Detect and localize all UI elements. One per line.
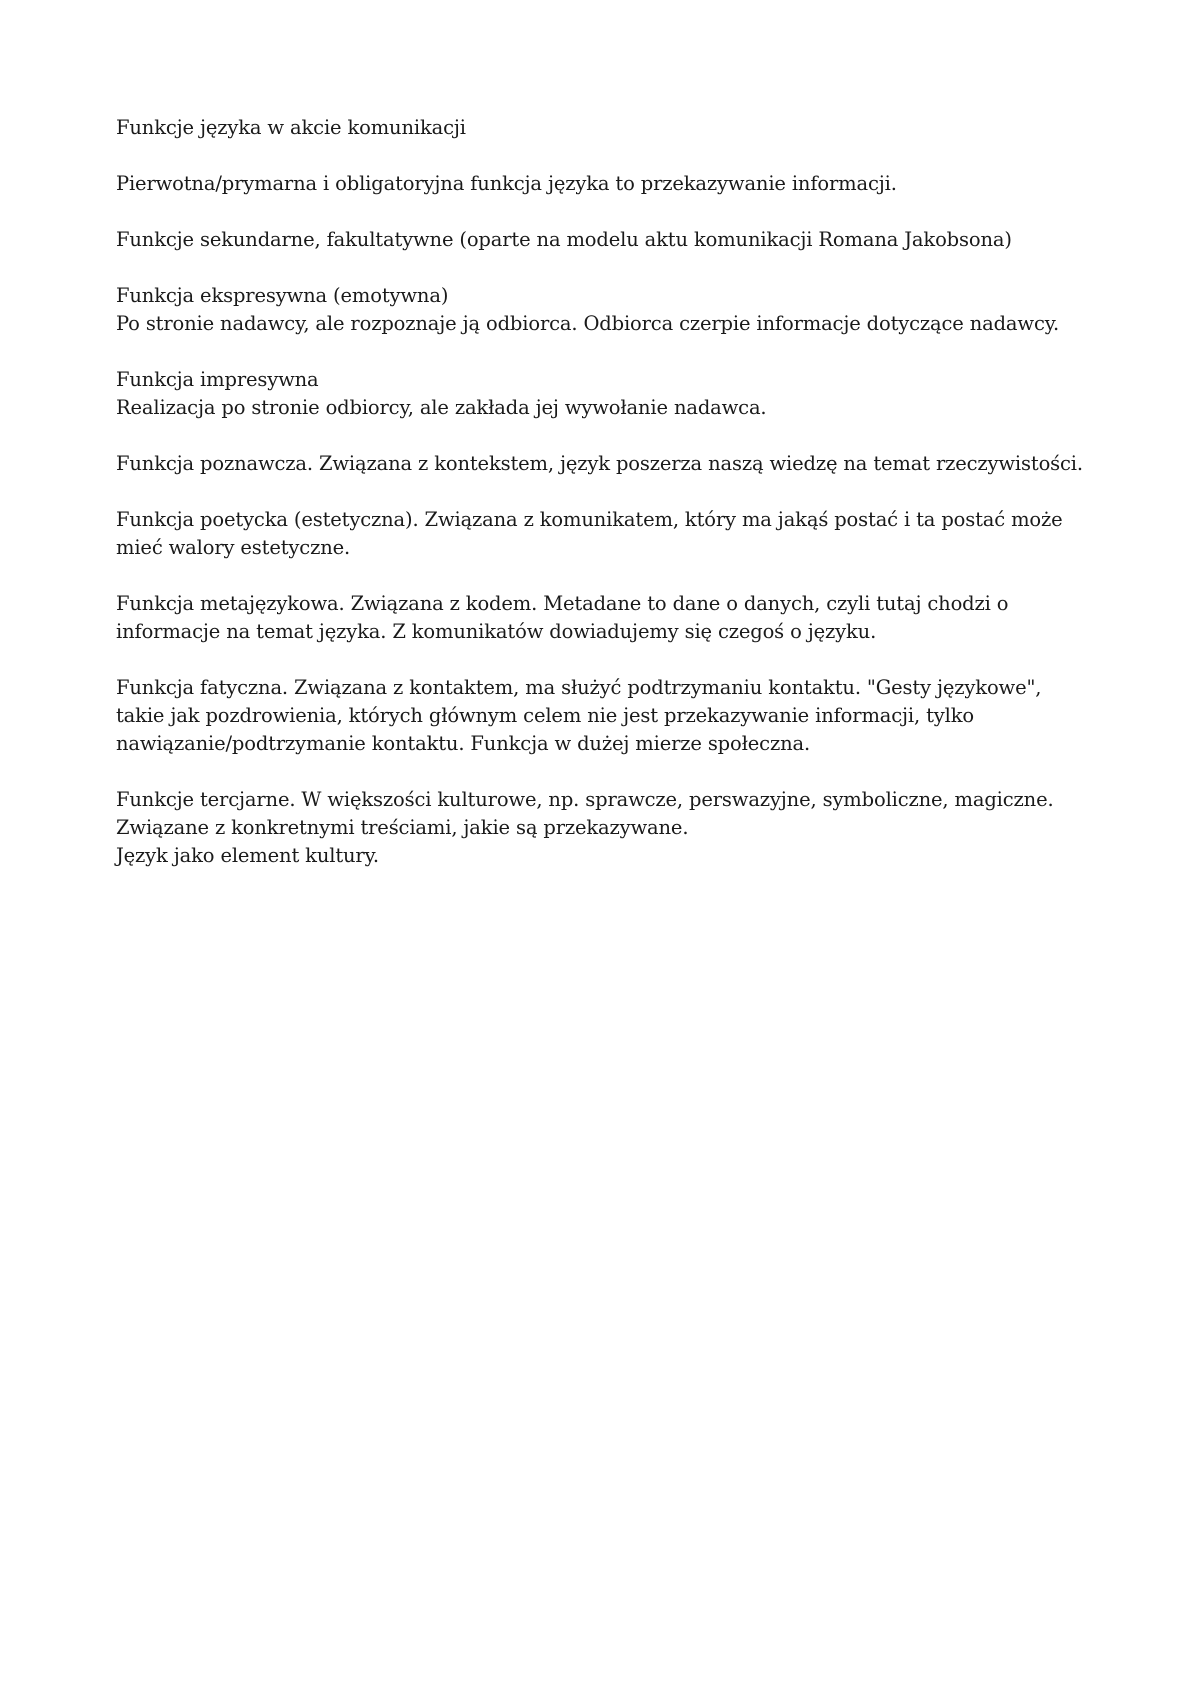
paragraph-line: Funkcje tercjarne. W większości kulturowe, np. sprawcze, perswazyjne, symboliczne, magiczne.: [116, 788, 1054, 811]
document-body: [116, 114, 1116, 898]
paragraph-line: Pierwotna/prymarna i obligatoryjna funkcja języka to przekazywanie informacji.: [116, 172, 897, 195]
title-line: Funkcje języka w akcie komunikacji: [116, 116, 466, 139]
document-title: [116, 114, 1116, 142]
paragraph-metalinguistic-function: [116, 590, 1116, 646]
paragraph-line: Związane z konkretnymi treściami, jakie są przekazywane.: [116, 816, 689, 839]
paragraph-line: informacje na temat języka. Z komunikatów dowiadujemy się czegoś o języku.: [116, 620, 877, 643]
paragraph-impressive-function: [116, 366, 1116, 422]
paragraph-line: Język jako element kultury.: [116, 844, 379, 867]
paragraph-heading: Funkcja impresywna: [116, 368, 319, 391]
paragraph-phatic-function: [116, 674, 1116, 758]
paragraph-secondary-functions: [116, 226, 1116, 254]
paragraph-line: mieć walory estetyczne.: [116, 536, 351, 559]
paragraph-line: Funkcja poznawcza. Związana z kontekstem, język poszerza naszą wiedzę na temat rzeczywistości.: [116, 452, 1083, 475]
paragraph-line: Funkcja metajęzykowa. Związana z kodem. Metadane to dane o danych, czyli tutaj chodzi o: [116, 592, 1009, 615]
paragraph-line: Funkcje sekundarne, fakultatywne (oparte na modelu aktu komunikacji Romana Jakobsona): [116, 228, 1012, 251]
paragraph-line: Po stronie nadawcy, ale rozpoznaje ją odbiorca. Odbiorca czerpie informacje dotyczące nadawcy.: [116, 312, 1060, 335]
paragraph-cognitive-function: [116, 450, 1116, 478]
paragraph-tertiary-functions: [116, 786, 1116, 870]
paragraph-poetic-function: [116, 506, 1116, 562]
paragraph-expressive-function: [116, 282, 1116, 338]
paragraph-heading: Funkcja ekspresywna (emotywna): [116, 284, 449, 307]
paragraph-line: Realizacja po stronie odbiorcy, ale zakłada jej wywołanie nadawca.: [116, 396, 767, 419]
paragraph-line: nawiązanie/podtrzymanie kontaktu. Funkcja w dużej mierze społeczna.: [116, 732, 810, 755]
paragraph-primary-function: [116, 170, 1116, 198]
paragraph-line: Funkcja poetycka (estetyczna). Związana z komunikatem, który ma jakąś postać i ta postać może: [116, 508, 1063, 531]
paragraph-line: takie jak pozdrowienia, których głównym celem nie jest przekazywanie informacji, tylko: [116, 704, 975, 727]
paragraph-line: Funkcja fatyczna. Związana z kontaktem, ma służyć podtrzymaniu kontaktu. "Gesty językowe",: [116, 676, 1042, 699]
